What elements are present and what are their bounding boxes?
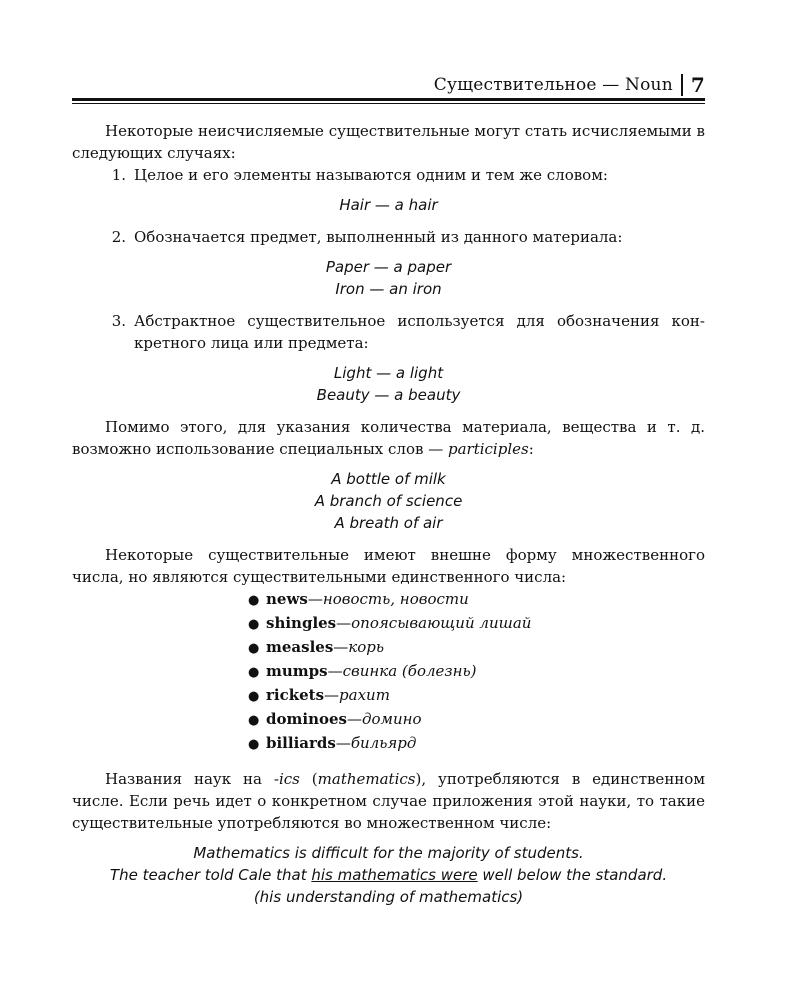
bullet-icon: ● xyxy=(248,737,260,752)
example-line: Mathematics is difficult for the majority of students. xyxy=(193,844,584,862)
page xyxy=(72,72,705,918)
example-line: Beauty — a beauty xyxy=(316,386,461,404)
sciences-text-3: ), употребляются в единственном числе. Если речь идет о конкретном случае приложения этой науки, то такие существительные употребляются во множественном числе: xyxy=(72,770,706,832)
example-line: Light — a light xyxy=(333,364,444,382)
case-text: Обозначается предмет, выполненный из данного материала: xyxy=(134,228,623,246)
example-line xyxy=(72,864,705,886)
sciences-text-2: ( xyxy=(299,770,318,788)
sciences-text-1: Названия наук на xyxy=(105,770,274,788)
translation: опоясывающий лишай xyxy=(351,614,532,632)
participles-paragraph xyxy=(72,416,705,460)
example-term: mathematics xyxy=(317,770,416,788)
case-number: 2. xyxy=(111,228,126,246)
dash: — xyxy=(335,734,351,752)
suffix-ics: -ics xyxy=(273,770,300,788)
case-3-examples xyxy=(72,362,705,406)
example-line: Hair — a hair xyxy=(339,196,438,214)
dash: — xyxy=(324,686,340,704)
page-body xyxy=(72,120,705,908)
example-line: A bottle of milk xyxy=(331,470,446,488)
running-header xyxy=(72,72,705,98)
list-item xyxy=(248,660,705,684)
plural-word: mumps xyxy=(266,662,328,680)
example-line: Paper — a paper xyxy=(325,258,452,276)
list-item xyxy=(248,636,705,660)
case-1 xyxy=(72,164,705,186)
example-part: The teacher told Cale that xyxy=(109,866,312,884)
bullet-icon: ● xyxy=(248,641,260,656)
translation: свинка (болезнь) xyxy=(342,662,477,680)
translation: корь xyxy=(348,638,385,656)
intro-paragraph: Некоторые неисчисляемые существительные могут стать исчисляемыми в следующих случаях: xyxy=(72,122,705,162)
bullet-icon: ● xyxy=(248,713,260,728)
dash: — xyxy=(333,638,349,656)
dash: — xyxy=(327,662,343,680)
example-line: (his understanding of mathematics) xyxy=(253,888,524,906)
dash: — xyxy=(307,590,323,608)
bullet-icon: ● xyxy=(248,665,260,680)
bullet-icon: ● xyxy=(248,593,260,608)
list-item xyxy=(248,732,705,756)
plural-word: shingles xyxy=(266,614,337,632)
list-item xyxy=(248,684,705,708)
example-part: well below the standard. xyxy=(477,866,668,884)
plural-paragraph: Некоторые существительные имеют внешне форму множественного числа, но являются существительными единственного числа: xyxy=(72,546,705,586)
translation: бильярд xyxy=(350,734,417,752)
header-title: Существительное — Noun xyxy=(433,75,673,95)
case-1-examples xyxy=(72,194,705,216)
example-line: A breath of air xyxy=(334,514,443,532)
example-line: Iron — an iron xyxy=(335,280,442,298)
plural-word: news xyxy=(266,590,308,608)
example-line: A branch of science xyxy=(314,492,463,510)
header-rule-thick xyxy=(72,98,705,101)
final-examples xyxy=(72,842,705,908)
case-2 xyxy=(72,226,705,248)
case-text: Абстрактное существительное используется для обозначения конкретного лица или предмета: xyxy=(134,312,705,352)
dash: — xyxy=(336,614,352,632)
participles-term: participles xyxy=(447,440,529,458)
page-number: 7 xyxy=(690,73,705,97)
dash: — xyxy=(346,710,362,728)
plural-word-list xyxy=(248,588,705,756)
sciences-paragraph xyxy=(72,768,705,834)
translation: новость, новости xyxy=(322,590,469,608)
list-item xyxy=(248,708,705,732)
case-text: Целое и его элементы называются одним и тем же словом: xyxy=(134,166,608,184)
bullet-icon: ● xyxy=(248,689,260,704)
plural-word: rickets xyxy=(266,686,325,704)
translation: домино xyxy=(361,710,422,728)
bullet-icon: ● xyxy=(248,617,260,632)
case-2-examples xyxy=(72,256,705,300)
participles-text: Помимо этого, для указания количества материала, вещества и т. д. возможно использование специальных слов — xyxy=(72,418,705,458)
translation: рахит xyxy=(339,686,390,704)
list-item xyxy=(248,612,705,636)
case-number: 1. xyxy=(111,166,126,184)
underlined-phrase: his mathematics were xyxy=(311,866,478,884)
case-3 xyxy=(72,310,705,354)
participles-end: : xyxy=(528,440,534,458)
participles-examples xyxy=(72,468,705,534)
plural-word: measles xyxy=(266,638,334,656)
list-item xyxy=(248,588,705,612)
plural-word: dominoes xyxy=(266,710,347,728)
header-rule-thin xyxy=(72,103,705,104)
plural-word: billiards xyxy=(266,734,336,752)
case-number: 3. xyxy=(111,312,126,330)
